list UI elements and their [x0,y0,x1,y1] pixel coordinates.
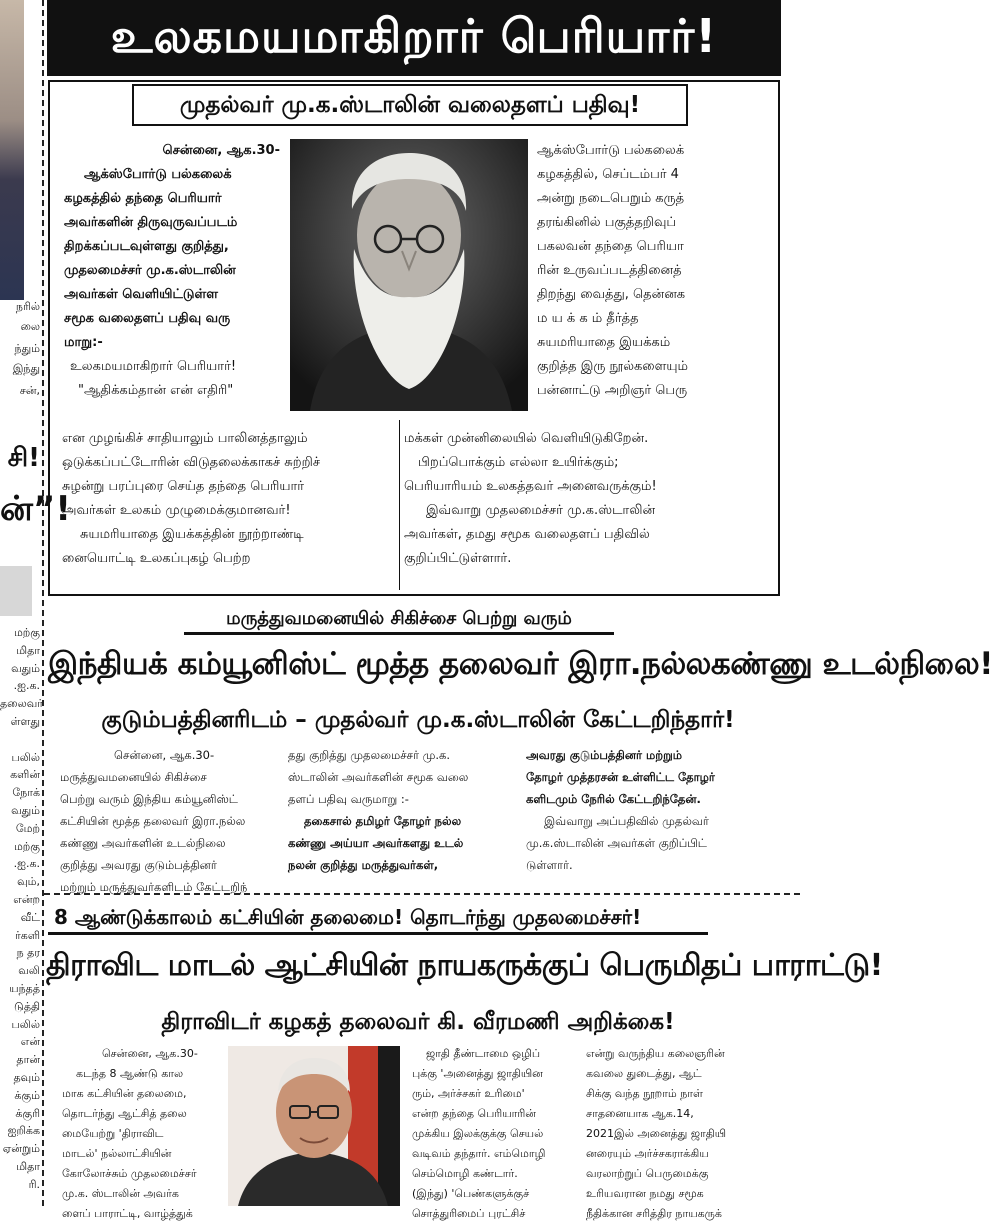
adjacent-text-fragment: வதும் [11,661,40,675]
story3-text-line: சொத்துரிமைப் புரட்சிச் [412,1207,526,1220]
story1-text-line: பிறப்பொக்கும் எல்லா உயிர்க்கும்; [418,455,619,470]
story1-text-line: அவர்களின் திருவுருவப்படம் [64,215,238,230]
story1-text-line: சுழன்று பரப்புரை செய்த தந்தை பெரியார் [62,479,305,494]
story1-text-line: னையொட்டி உலகப்புகழ் பெற்ற [62,551,251,566]
adjacent-column-strip [0,0,71,1206]
story3-column-3 [586,1044,786,1224]
story2-text-line: டுள்ளார். [526,858,573,872]
story2-headline: இந்தியக் கம்யூனிஸ்ட் மூத்த தலைவர் இரா.நல்லகண்ணு உடல்நிலை! [48,646,993,682]
story1-column-4 [404,427,764,571]
story1-text-line: சுயமரியாதை இயக்கத்தின் நூற்றாண்டி [80,527,304,542]
adjacent-text-fragment: லை [20,320,40,333]
adjacent-text-fragment: வும், [17,875,40,889]
story1-text-line: மாறு:- [64,335,103,350]
story1-text-line: தரங்கினில் பகுத்தறிவுப் [537,215,677,230]
story2-text-line: பெற்று வரும் இந்திய கம்யூனிஸ்ட் [60,792,238,806]
story2-text-line: தது குறித்து முதலமைச்சர் மு.க. [288,748,451,762]
story1-column-1 [64,139,286,403]
story1-text-line: அவர்கள் உலகம் முழுமைக்குமானவர்! [62,503,291,518]
story2-text-line: நலன் குறித்து மருத்துவர்கள், [288,858,439,872]
story1-text-line: அன்று நடைபெறும் கருத் [537,191,685,206]
story1-text-line: மக்கள் முன்னிலையில் வெளியிடுகிறேன். [404,431,649,446]
story1-column-3 [62,427,394,571]
story1-text-line: சுயமரியாதை இயக்கம் [537,335,671,350]
adjacent-text-fragment: களின் [10,768,40,782]
story1-text-line: உலகமயமாகிறார் பெரியார்! [70,359,237,374]
story3-text-line: வடிவம் தந்தார். எம்மொழி [412,1147,546,1160]
story1-text-line: பன்னாட்டு அறிஞர் பெரு [537,383,688,398]
adjacent-text-fragment: வீட் [20,910,40,924]
adjacent-text-fragment: ர்களி [15,928,40,942]
story1-text-line: குறிப்பிட்டுள்ளார். [404,551,512,566]
adjacent-text-fragment: க்கும் [14,1088,40,1102]
story1-text-line: சமூக வலைதளப் பதிவு வரு [64,311,231,326]
dateline: சென்னை, ஆக.30- [162,143,280,158]
story3-text-line: (இந்து) 'பெண்களுக்குச் [412,1187,530,1200]
story2-column-2 [288,744,514,876]
column-rule [399,420,400,590]
story3-text-line: உரியவரான நமது சமூக [586,1187,704,1200]
column-divider [42,0,44,1206]
periyar-portrait-illustration [290,139,528,411]
adjacent-text-fragment: வலி [18,964,40,978]
story2-text-line: இவ்வாறு அப்பதிவில் முதல்வர் [544,814,709,828]
story1-text-line: ரின் உருவப்படத்தினைத் [537,263,682,278]
story2-subhead: குடும்பத்தினரிடம் – முதல்வர் மு.க.ஸ்டாலின் கேட்டறிந்தார்! [101,707,735,733]
adjacent-text-fragment: க்குரி [15,1106,40,1120]
adjacent-text-fragment: நோக் [12,786,40,800]
story3-text-line: கடந்த 8 ஆண்டு கால [76,1067,184,1080]
story3-text-line: மையேற்று 'திராவிட [62,1127,164,1140]
story1-text-line: ஆக்ஸ்போர்டு பல்கலைக் [537,143,685,158]
adjacent-text-fragment: சன், [19,384,40,397]
veeramani-portrait-illustration [228,1046,400,1206]
veeramani-portrait-photo [228,1046,400,1206]
story3-column-2 [412,1044,577,1224]
story3-text-line: தொடர்ந்து ஆட்சித் தலை [62,1107,187,1120]
adjacent-text-fragment: வதும் [11,804,40,817]
adjacent-text-fragment: ரி. [28,1177,40,1191]
story3-text-line: கவலை துடைத்து, ஆட் [586,1067,702,1080]
dateline: சென்னை, ஆக.30- [102,1047,198,1060]
story1-text-line: முதலமைச்சர் மு.க.ஸ்டாலின் [64,263,236,278]
adjacent-text-fragment: ஐறிக்க [7,1124,40,1138]
story1-text-line: ம ய க் க ம் தீர்த்த [537,311,639,326]
story2-text-line: கண்ணு அவர்களின் உடல்நிலை [60,836,226,850]
adjacent-text-fragment: ஏன்றும் [2,1142,40,1156]
adjacent-text-fragment: பலில் [11,750,40,764]
adjacent-text-fragment: ள்ளது [10,715,40,728]
story3-kicker: 8 ஆண்டுக்காலம் கட்சியின் தலைமை! தொடர்ந்து முதலமைச்சர்! [48,902,708,935]
adjacent-text-fragment: மேற் [15,821,40,835]
story1-text-line: அவர்கள் வெளியிட்டுள்ள [64,287,218,302]
adjacent-text-fragment: தலைவர் [0,697,43,711]
story3-text-line: மு.க. ஸ்டாலின் அவர்க [62,1187,179,1200]
adjacent-headline: ன்”! [0,489,71,529]
story3-text-line: முக்கிய இலக்குக்கு செயல் [412,1127,544,1140]
story1-subhead: முதல்வர் மு.க.ஸ்டாலின் வலைதளப் பதிவு! [132,84,688,126]
story2-text-line: கண்ணு அய்யா அவர்களது உடல் [288,836,464,850]
story3-column-1 [62,1044,222,1224]
story1-text-line: அவர்கள், தமது சமூக வலைதளப் பதிவில் [404,527,650,542]
story2-kicker: மருத்துவமனையில் சிகிச்சை பெற்று வரும் [184,606,614,635]
story1-text-line: திறக்கப்படவுள்ளது குறித்து, [64,239,229,254]
story2-column-3 [526,744,788,876]
story1-text-line: கழகத்தில் தந்தை பெரியார் [64,191,222,206]
story3-text-line: சிக்கு வந்த நூறாம் நாள் [586,1087,703,1100]
story2-text-line: தகைசால் தமிழர் தோழர் நல்ல [304,814,462,828]
story2-text-line: குறித்து அவரது குடும்பத்தினர் [60,858,217,872]
story2-text-line: கட்சியின் மூத்த தலைவர் இரா.நல்ல [60,814,246,828]
story3-text-line: கோலோச்சும் முதலமைச்சர் [62,1167,197,1180]
story1-column-2 [537,139,767,403]
story3-text-line: நீதிக்கான சரித்திர நாயகருக் [586,1207,722,1220]
story1-text-line: பகலவன் தந்தை பெரியா [537,239,684,254]
story3-text-line: செம்மொழி கண்டார். [412,1167,518,1180]
story2-text-line: ஸ்டாலின் அவர்களின் சமூக வலை [288,770,469,784]
story3-text-line: 2021இல் அனைத்து ஜாதியி [586,1127,727,1140]
story3-text-line: ரும், அர்ச்சகர் உரிமை' [412,1087,525,1100]
story3-text-line: ளைப் பாராட்டி, வாழ்த்துக் [62,1207,193,1220]
story1-text-line: ஒடுக்கப்பட்டோரின் விடுதலைக்காகச் சுற்றிச் [62,455,321,470]
adjacent-grey-box [0,566,32,616]
adjacent-text-fragment: மிதா [16,643,40,657]
adjacent-text-fragment: இந்து [12,362,40,375]
story1-text-line: திறந்து வைத்து, தென்னக [537,287,686,302]
story2-text-line: மருத்துவமனையில் சிகிச்சை [60,770,207,784]
story1-text-line: பெரியாரியம் உலகத்தவர் அனைவருக்கும்! [404,479,657,494]
adjacent-text-fragment: மற்கு [13,839,40,853]
periyar-portrait-photo [290,139,528,411]
story2-text-line: மற்றும் மருத்துவர்களிடம் கேட்டறிந் [60,880,248,894]
adjacent-text-fragment: யந்தத் [9,982,40,995]
story2-text-line: மு.க.ஸ்டாலின் அவர்கள் குறிப்பிட் [526,836,707,850]
story3-text-line: புக்கு 'அனைத்து ஜாதியின [412,1067,543,1080]
story1-text-line: என முழங்கிச் சாதியாலும் பாலினத்தாலும் [62,431,308,446]
story3-text-line: ஜாதி தீண்டாமை ஒழிப் [426,1047,541,1060]
story2-column-1 [60,744,276,898]
story1-headline: உலகமயமாகிறார் பெரியார்! [47,0,781,76]
adjacent-text-fragment: பலில் [11,1017,40,1031]
adjacent-text-fragment: .ஐ.க. [13,857,40,871]
story3-text-line: என்ற தந்தை பெரியாரின் [412,1107,536,1120]
adjacent-text-fragment: என் [20,1035,40,1049]
story2-text-line: களிடமும் நேரில் கேட்டறிந்தேன். [526,792,701,806]
story3-subhead: திராவிடர் கழகத் தலைவர் கி. வீரமணி அறிக்கை! [161,1009,675,1035]
story1-text-line: கழகத்தில், செப்டம்பர் 4 [537,167,679,182]
story3-text-line: என்று வருந்திய கலைஞரின் [586,1047,725,1060]
story3-text-line: னரையும் அர்ச்சகராக்கிய [586,1147,709,1160]
story3-text-line: மாடல்' நல்லாட்சியின் [62,1147,172,1160]
story1-text-line: ஆக்ஸ்போர்டு பல்கலைக் [84,167,232,182]
story3-text-line: சாதனையாக ஆக.14, [586,1107,694,1120]
story2-text-line: அவரது குடும்பத்தினர் மற்றும் [526,748,682,762]
adjacent-text-fragment: தவும் [13,1071,40,1084]
adjacent-text-fragment: டுத்தி [14,999,40,1013]
dateline: சென்னை, ஆக.30- [114,748,215,762]
adjacent-headline: சி! [7,443,40,473]
story1-text-line: "ஆதிக்கம்தான் என் எதிரி" [78,383,234,398]
story1-text-line: இவ்வாறு முதலமைச்சர் மு.க.ஸ்டாலின் [426,503,656,518]
adjacent-text-fragment: மிதா [16,1160,40,1173]
adjacent-text-fragment: .ஐ.க. [13,679,40,693]
adjacent-text-fragment: நரில் [15,300,40,313]
story3-text-line: வரலாற்றுப் பெருமைக்கு [586,1167,709,1180]
adjacent-text-fragment: தான் [16,1053,40,1067]
story3-headline: திராவிட மாடல் ஆட்சியின் நாயகருக்குப் பெருமிதப் பாராட்டு! [46,948,883,983]
adjacent-text-fragment: மற்கு [13,626,40,639]
adjacent-photo [0,0,24,300]
story2-text-line: தோழர் முத்தரசன் உள்ளிட்ட தோழர் [526,770,715,784]
story1-text-line: குறித்த இரு நூல்களையும் [537,359,688,374]
section-divider [44,893,800,895]
story2-text-line: தளப் பதிவு வருமாறு :- [288,792,409,806]
adjacent-text-fragment: ந தர [16,946,40,960]
adjacent-text-fragment: என்ற [13,893,40,906]
story3-text-line: மாக கட்சியின் தலைமை, [62,1087,187,1100]
adjacent-text-fragment: ந்தும் [14,342,40,355]
